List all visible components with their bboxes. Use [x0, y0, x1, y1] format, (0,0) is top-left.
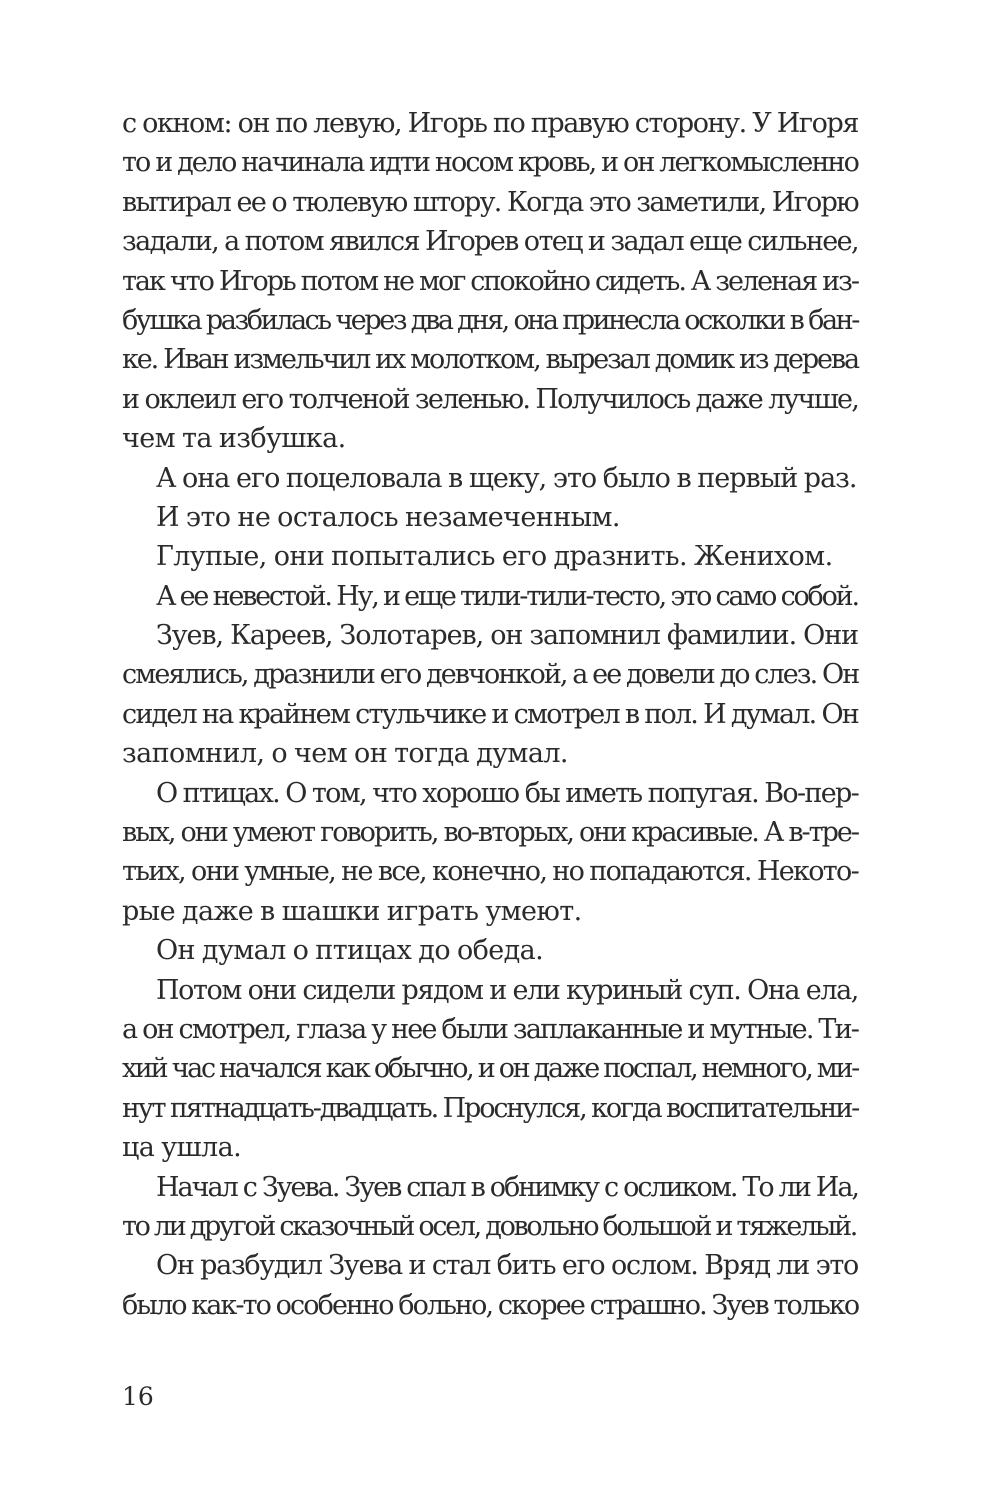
text-line: задали, а потом явился Игорев отец и задал еще сильнее, [122, 226, 858, 258]
text-line: Он разбудил Зуева и стал бить его ослом. Вряд ли это [156, 1250, 858, 1282]
text-line: вых, они умеют говорить, во-вторых, они красивые. А в-тре- [122, 817, 858, 849]
text-line: А ее невестой. Ну, и еще тили-тили-тесто, это само собой. [156, 580, 858, 612]
body-text [122, 104, 858, 1325]
text-line: И это не осталось незамеченным. [156, 501, 620, 533]
text-line: то и дело начинала идти носом кровь, и он легкомысленно [122, 147, 858, 179]
text-line: ке. Иван измельчил их молотком, вырезал домик из дерева [122, 344, 858, 376]
text-line: а он смотрел, глаза у нее были заплаканные и мутные. Ти- [122, 1013, 859, 1045]
text-line: было как-то особенно больно, скорее страшно. Зуев только [122, 1289, 859, 1321]
text-line: А она его поцеловала в щеку, это было в первый раз. [156, 462, 857, 494]
text-line: хий час начался как обычно, и он даже поспал, немного, ми- [122, 1053, 858, 1085]
text-line: так что Игорь потом не мог спокойно сидеть. А зеленая из- [122, 265, 858, 297]
text-line: ца ушла. [122, 1132, 242, 1164]
text-line: с окном: он по левую, Игорь по правую сторону. У Игоря [122, 108, 858, 139]
text-line: Начал с Зуева. Зуев спал в обнимку с осликом. То ли Иа, [156, 1171, 858, 1203]
text-line: бушка разбилась через два дня, она принесла осколки в бан- [122, 304, 858, 336]
text-line: рые даже в шашки играть умеют. [122, 895, 582, 927]
text-line: сидел на крайнем стульчике и смотрел в пол. И думал. Он [122, 698, 858, 730]
page-number: 16 [122, 1382, 154, 1411]
text-line: Зуев, Кареев, Золотарев, он запомнил фамилии. Они [156, 620, 858, 652]
text-line: вытирал ее о тюлевую штору. Когда это заметили, Игорю [122, 186, 858, 218]
text-line: чем та избушка. [122, 423, 346, 455]
text-line: тьих, они умные, не все, конечно, но попадаются. Некото- [122, 856, 858, 888]
text-line: Потом они сидели рядом и ели куриный суп. Она ела, [156, 974, 858, 1006]
text-line: Он думал о птицах до обеда. [156, 935, 544, 967]
text-line: Глупые, они попытались его дразнить. Женихом. [156, 541, 833, 573]
text-line: и оклеил его толченой зеленью. Получилось даже лучше, [122, 383, 858, 415]
text-line: запомнил, о чем он тогда думал. [122, 738, 568, 770]
text-line: нут пятнадцать-двадцать. Проснулся, когда воспитательни- [122, 1092, 859, 1124]
text-line: то ли другой сказочный осел, довольно большой и тяжелый. [122, 1210, 857, 1242]
text-line: О птицах. О том, что хорошо бы иметь попугая. Во-пер- [156, 777, 858, 809]
text-line: смеялись, дразнили его девчонкой, а ее довели до слез. Он [122, 659, 859, 691]
